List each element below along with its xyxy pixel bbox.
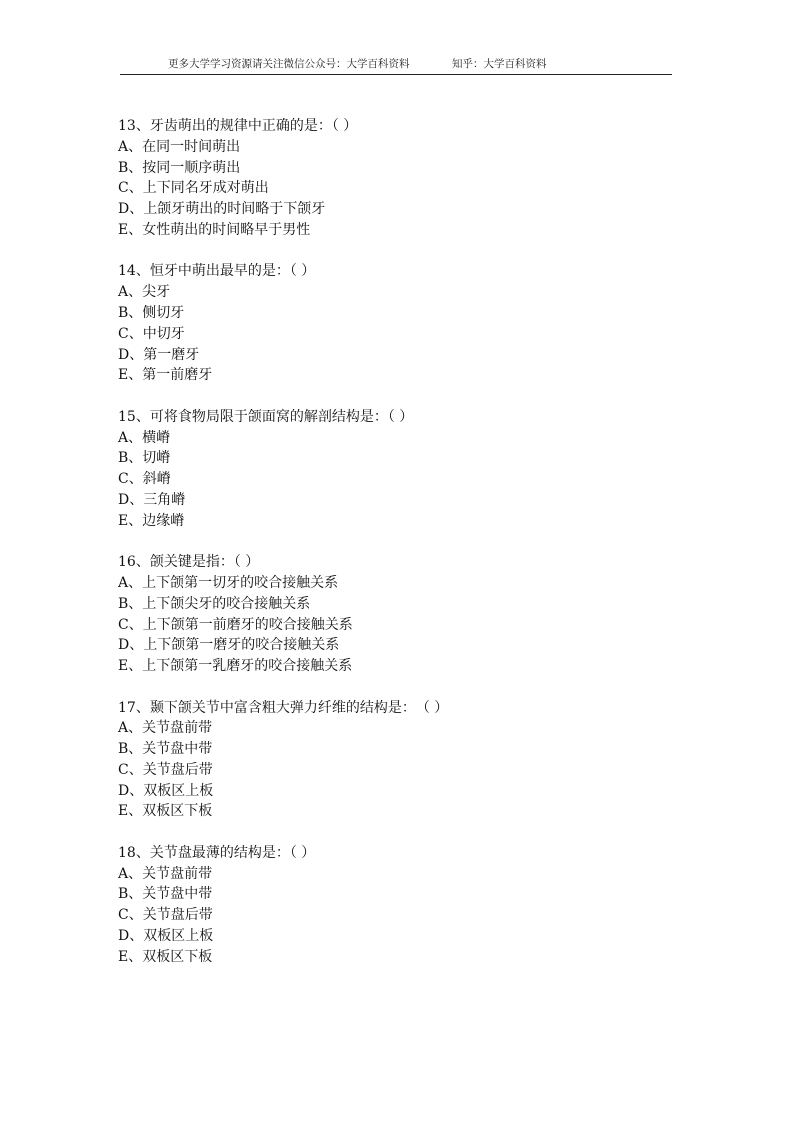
option-e: E、上下颌第一乳磨牙的咬合接触关系 bbox=[118, 658, 353, 675]
question-17 bbox=[118, 698, 678, 823]
option-d: D、第一磨牙 bbox=[118, 346, 200, 363]
option-b: B、切嵴 bbox=[118, 450, 171, 467]
question-16 bbox=[118, 552, 678, 677]
option-d: D、双板区上板 bbox=[118, 782, 214, 799]
question-stem: 16、颌关键是指：（ ） bbox=[118, 554, 260, 571]
option-e: E、边缘嵴 bbox=[118, 512, 185, 529]
option-d: D、三角嵴 bbox=[118, 491, 186, 508]
option-b: B、上下颌尖牙的咬合接触关系 bbox=[118, 595, 311, 612]
option-a: A、在同一时间萌出 bbox=[118, 138, 241, 155]
option-a: A、关节盘前带 bbox=[118, 865, 213, 882]
question-stem: 15、可将食物局限于颌面窝的解剖结构是：（ ） bbox=[118, 408, 414, 425]
question-13 bbox=[118, 116, 678, 241]
option-c: C、斜嵴 bbox=[118, 471, 171, 488]
header-zhihu-note: 知乎：大学百科资料 bbox=[452, 58, 547, 70]
option-b: B、关节盘中带 bbox=[118, 741, 213, 758]
option-c: C、中切牙 bbox=[118, 325, 185, 342]
question-stem: 17、颞下颌关节中富含粗大弹力纤维的结构是： （ ） bbox=[118, 699, 449, 716]
option-c: C、关节盘后带 bbox=[118, 761, 213, 778]
option-a: A、关节盘前带 bbox=[118, 720, 213, 737]
option-b: B、按同一顺序萌出 bbox=[118, 159, 241, 176]
option-c: C、关节盘后带 bbox=[118, 907, 213, 924]
option-c: C、上下同名牙成对萌出 bbox=[118, 180, 269, 197]
option-e: E、女性萌出的时间略早于男性 bbox=[118, 221, 311, 238]
option-a: A、横嵴 bbox=[118, 429, 171, 446]
option-e: E、第一前磨牙 bbox=[118, 367, 213, 384]
question-stem: 14、恒牙中萌出最早的是：（ ） bbox=[118, 263, 316, 280]
question-14 bbox=[118, 261, 678, 386]
option-b: B、侧切牙 bbox=[118, 304, 185, 321]
header-wechat-note: 更多大学学习资源请关注微信公众号：大学百科资料 bbox=[168, 58, 410, 70]
option-d: D、双板区上板 bbox=[118, 928, 214, 945]
option-a: A、尖牙 bbox=[118, 284, 171, 301]
question-stem: 13、牙齿萌出的规律中正确的是：（ ） bbox=[118, 118, 358, 134]
option-e: E、双板区下板 bbox=[118, 948, 213, 965]
option-d: D、上下颌第一磨牙的咬合接触关系 bbox=[118, 637, 340, 654]
page-header bbox=[120, 54, 672, 75]
question-stem: 18、关节盘最薄的结构是：（ ） bbox=[118, 844, 316, 861]
option-a: A、上下颌第一切牙的咬合接触关系 bbox=[118, 574, 339, 591]
question-18 bbox=[118, 843, 678, 968]
option-e: E、双板区下板 bbox=[118, 803, 213, 820]
question-15 bbox=[118, 407, 678, 532]
option-c: C、上下颌第一前磨牙的咬合接触关系 bbox=[118, 616, 353, 633]
option-b: B、关节盘中带 bbox=[118, 886, 213, 903]
question-list bbox=[118, 116, 678, 988]
option-d: D、上颌牙萌出的时间略于下颌牙 bbox=[118, 201, 326, 218]
